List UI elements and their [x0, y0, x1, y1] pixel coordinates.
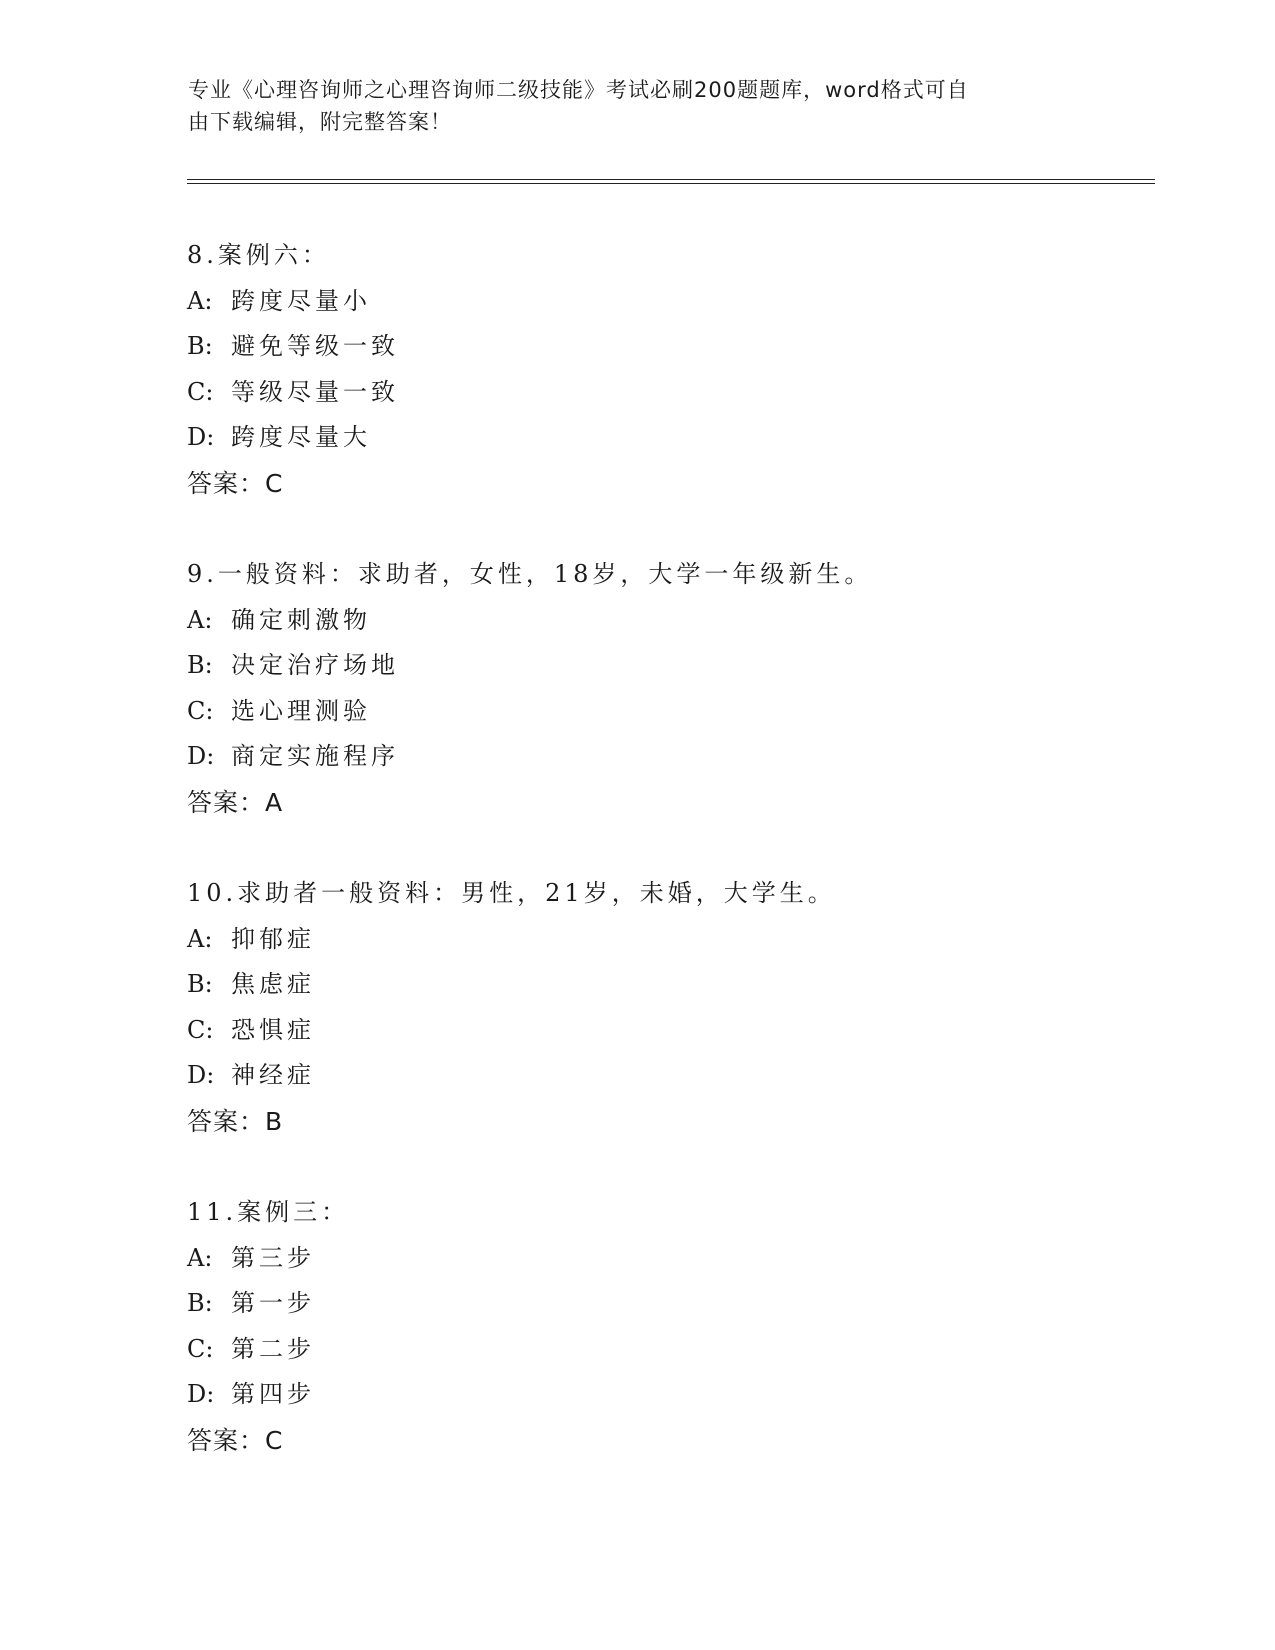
header-line-2: 由下载编辑，附完整答案！	[188, 110, 452, 134]
option-key: B:	[187, 332, 213, 360]
question-title: 11.案例三：	[187, 1198, 350, 1226]
header-divider-top	[187, 179, 1155, 180]
option-text: 商定实施程序	[231, 742, 399, 770]
question-11	[187, 1190, 1147, 1463]
answer-line: 答案：C	[187, 1425, 284, 1455]
option-d	[187, 415, 1147, 461]
option-text: 神经症	[231, 1061, 315, 1089]
option-b	[187, 643, 1147, 689]
option-c	[187, 1327, 1147, 1373]
option-text: 恐惧症	[231, 1015, 315, 1044]
answer-line: 答案：C	[187, 468, 284, 498]
question-10	[187, 871, 1147, 1144]
question-title: 10.求助者一般资料：男性，21岁，未婚，大学生。	[187, 879, 836, 907]
option-key: A:	[187, 924, 213, 953]
option-a	[187, 1236, 1147, 1282]
option-key: A:	[187, 605, 213, 634]
option-text: 焦虑症	[231, 970, 315, 998]
answer-line: 答案：A	[187, 787, 284, 817]
answer-line: 答案：B	[187, 1106, 284, 1136]
question-8	[187, 233, 1147, 506]
option-text: 跨度尽量小	[231, 286, 371, 315]
question-title: 9.一般资料：求助者，女性，18岁，大学一年级新生。	[187, 560, 873, 588]
option-text: 确定刺激物	[231, 605, 371, 634]
option-d	[187, 1372, 1147, 1418]
option-text: 避免等级一致	[231, 332, 399, 360]
option-text: 决定治疗场地	[231, 651, 399, 679]
document-header	[188, 74, 1068, 138]
option-b	[187, 324, 1147, 370]
option-d	[187, 734, 1147, 780]
option-b	[187, 1281, 1147, 1327]
question-title: 8.案例六：	[187, 241, 330, 269]
option-c	[187, 1008, 1147, 1054]
option-key: D:	[187, 1061, 215, 1089]
option-key: B:	[187, 970, 213, 998]
option-a	[187, 917, 1147, 963]
option-text: 第三步	[231, 1243, 315, 1272]
option-c	[187, 370, 1147, 416]
option-key: B:	[187, 1289, 213, 1317]
option-key: C:	[187, 1015, 214, 1044]
option-text: 跨度尽量大	[231, 423, 371, 451]
option-a	[187, 279, 1147, 325]
option-a	[187, 598, 1147, 644]
option-key: C:	[187, 377, 214, 406]
option-key: A:	[187, 1243, 213, 1272]
header-divider-bottom	[187, 183, 1155, 184]
option-text: 第四步	[231, 1380, 315, 1408]
option-key: B:	[187, 651, 213, 679]
option-c	[187, 689, 1147, 735]
option-text: 第二步	[231, 1334, 315, 1363]
option-text: 选心理测验	[231, 696, 371, 725]
option-b	[187, 962, 1147, 1008]
option-text: 等级尽量一致	[231, 377, 399, 406]
header-line-1: 专业《心理咨询师之心理咨询师二级技能》考试必刷200题题库，word格式可自	[188, 78, 969, 102]
option-key: D:	[187, 1380, 215, 1408]
option-key: D:	[187, 423, 215, 451]
option-key: C:	[187, 696, 214, 725]
option-text: 第一步	[231, 1289, 315, 1317]
option-key: A:	[187, 286, 213, 315]
option-d	[187, 1053, 1147, 1099]
question-9	[187, 552, 1147, 825]
option-key: D:	[187, 742, 215, 770]
option-key: C:	[187, 1334, 214, 1363]
option-text: 抑郁症	[231, 924, 315, 953]
